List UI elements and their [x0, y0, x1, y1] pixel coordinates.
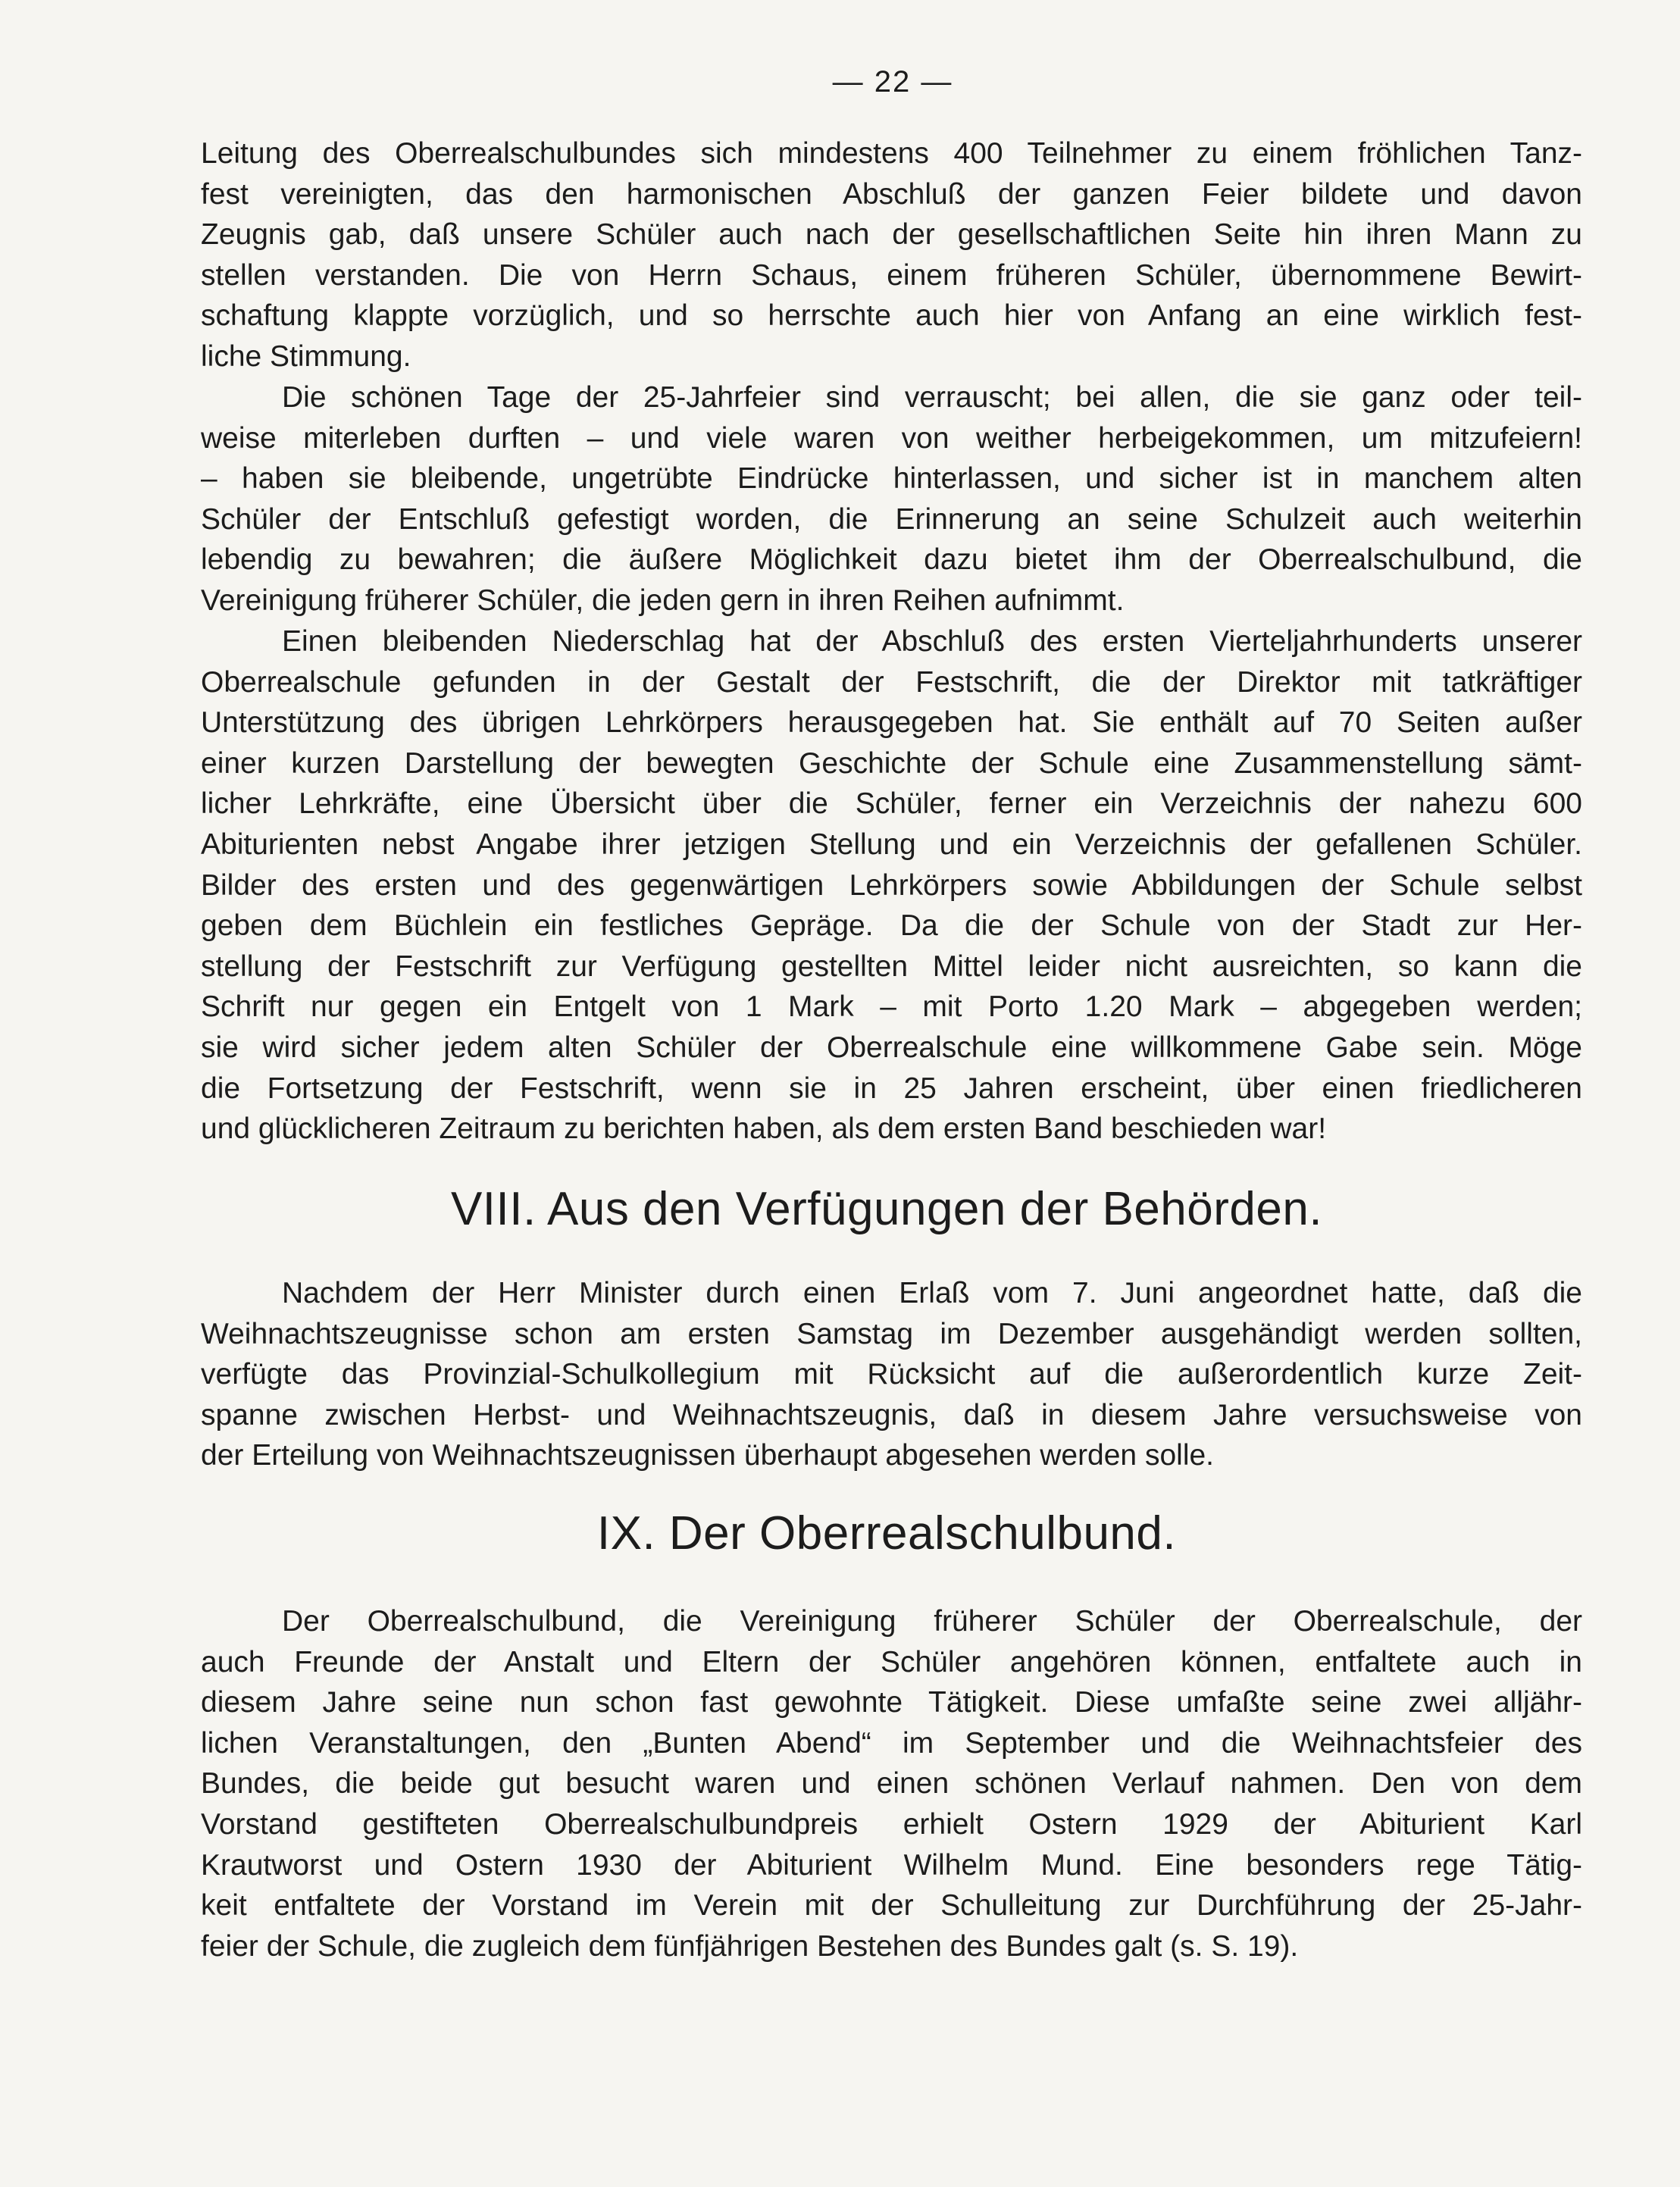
text-line: Schüler der Entschluß gefestigt worden, die Erinnerung an seine Schulzeit auch weiterhin: [201, 502, 1582, 536]
text-line: feier der Schule, die zugleich dem fünfjährigen Bestehen des Bundes galt (s. S. 19).: [201, 1929, 1299, 1963]
text-line: diesem Jahre seine nun schon fast gewohnte Tätigkeit. Diese umfaßte seine zwei alljähr-: [201, 1686, 1582, 1719]
text-line: keit entfaltete der Vorstand im Verein mit der Schulleitung zur Durchführung der 25-Jahr-: [201, 1889, 1582, 1923]
text-line: auch Freunde der Anstalt und Eltern der Schüler angehören können, entfaltete auch in: [201, 1645, 1582, 1679]
text-line: der Erteilung von Weihnachtszeugnissen überhaupt abgesehen werden solle.: [201, 1439, 1215, 1472]
text-line: die Fortsetzung der Festschrift, wenn sie in 25 Jahren erscheint, über einen friedlicheren: [201, 1072, 1582, 1105]
text-line: Die schönen Tage der 25-Jahrfeier sind verrauscht; bei allen, die sie ganz oder teil-: [282, 381, 1582, 414]
text-line: Der Oberrealschulbund, die Vereinigung früherer Schüler der Oberrealschule, der: [282, 1605, 1582, 1638]
text-line: geben dem Büchlein ein festliches Gepräge. Da die der Schule von der Stadt zur Her-: [201, 909, 1582, 943]
paragraph-jubilee-days: [201, 377, 1582, 621]
text-line: stellen verstanden. Die von Herrn Schaus, einem früheren Schüler, übernommene Bewirt-: [201, 258, 1582, 292]
paragraph-festival-end: [201, 133, 1582, 377]
text-line: Leitung des Oberrealschulbundes sich mindestens 400 Teilnehmer zu einem fröhlichen Tanz-: [201, 137, 1582, 170]
text-line: stellung der Festschrift zur Verfügung gestellten Mittel leider nicht ausreichten, so kann die: [201, 950, 1582, 983]
text-line: spanne zwischen Herbst- und Weihnachtszeugnis, daß in diesem Jahre versuchsweise von: [201, 1398, 1582, 1431]
text-line: Krautworst und Ostern 1930 der Abiturient Wilhelm Mund. Eine besonders rege Tätig-: [201, 1848, 1582, 1882]
text-line: Unterstützung des übrigen Lehrkörpers herausgegeben hat. Sie enthält auf 70 Seiten außer: [201, 706, 1582, 740]
text-line: – haben sie bleibende, ungetrübte Eindrücke hinterlassen, und sicher ist in manchem alten: [201, 462, 1582, 496]
text-line: Zeugnis gab, daß unsere Schüler auch nach der gesellschaftlichen Seite hin ihren Mann zu: [201, 218, 1582, 252]
text-line: Bilder des ersten und des gegenwärtigen Lehrkörpers sowie Abbildungen der Schule selbst: [201, 868, 1582, 902]
text-line: weise miterleben durften – und viele waren von weither herbeigekommen, um mitzufeiern!: [201, 421, 1582, 455]
page-number: — 22 —: [832, 65, 953, 99]
section-heading-viii: VIII. Aus den Verfügungen der Behörden.: [450, 1183, 1323, 1235]
paragraph-festschrift: [201, 621, 1582, 1150]
paragraph-oberrealschulbund: [201, 1601, 1582, 1966]
text-line: einer kurzen Darstellung der bewegten Geschichte der Schule eine Zusammenstellung sämt-: [201, 746, 1582, 780]
text-line: verfügte das Provinzial-Schulkollegium mit Rücksicht auf die außerordentlich kurze Zeit-: [201, 1358, 1582, 1391]
text-line: lichen Veranstaltungen, den „Bunten Abend“ im September und die Weihnachtsfeier des: [201, 1726, 1582, 1760]
text-line: Abiturienten nebst Angabe ihrer jetzigen Stellung und ein Verzeichnis der gefallenen Schüler.: [201, 828, 1582, 861]
text-line: Vorstand gestifteten Oberrealschulbundpreis erhielt Ostern 1929 der Abiturient Karl: [201, 1807, 1582, 1841]
text-line: Weihnachtszeugnisse schon am ersten Samstag im Dezember ausgehändigt werden sollten,: [201, 1317, 1582, 1350]
text-line: lebendig zu bewahren; die äußere Möglichkeit dazu bietet ihm der Oberrealschulbund, die: [201, 543, 1582, 577]
text-line: und glücklicheren Zeitraum zu berichten haben, als dem ersten Band beschieden war!: [201, 1112, 1327, 1146]
text-line: Einen bleibenden Niederschlag hat der Abschluß des ersten Vierteljahrhunderts unserer: [282, 625, 1582, 658]
paragraph-ministry-decree: [201, 1273, 1582, 1476]
text-line: licher Lehrkräfte, eine Übersicht über die Schüler, ferner ein Verzeichnis der nahezu 600: [201, 787, 1582, 821]
section-heading-ix: IX. Der Oberrealschulbund.: [596, 1507, 1177, 1560]
text-line: schaftung klappte vorzüglich, und so herrschte auch hier von Anfang an eine wirklich fest-: [201, 299, 1582, 333]
text-line: liche Stimmung.: [201, 339, 411, 373]
text-line: Bundes, die beide gut besucht waren und einen schönen Verlauf nahmen. Den von dem: [201, 1767, 1582, 1801]
text-line: Schrift nur gegen ein Entgelt von 1 Mark – mit Porto 1.20 Mark – abgegeben werden;: [201, 990, 1582, 1024]
text-line: Oberrealschule gefunden in der Gestalt der Festschrift, die der Direktor mit tatkräftiger: [201, 665, 1582, 699]
text-line: Nachdem der Herr Minister durch einen Erlaß vom 7. Juni angeordnet hatte, daß die: [282, 1277, 1582, 1309]
text-line: Vereinigung früherer Schüler, die jeden gern in ihren Reihen aufnimmt.: [201, 584, 1125, 617]
text-line: fest vereinigten, das den harmonischen Abschluß der ganzen Feier bildete und davon: [201, 177, 1582, 211]
text-line: sie wird sicher jedem alten Schüler der Oberrealschule eine willkommene Gabe sein. Möge: [201, 1031, 1582, 1064]
